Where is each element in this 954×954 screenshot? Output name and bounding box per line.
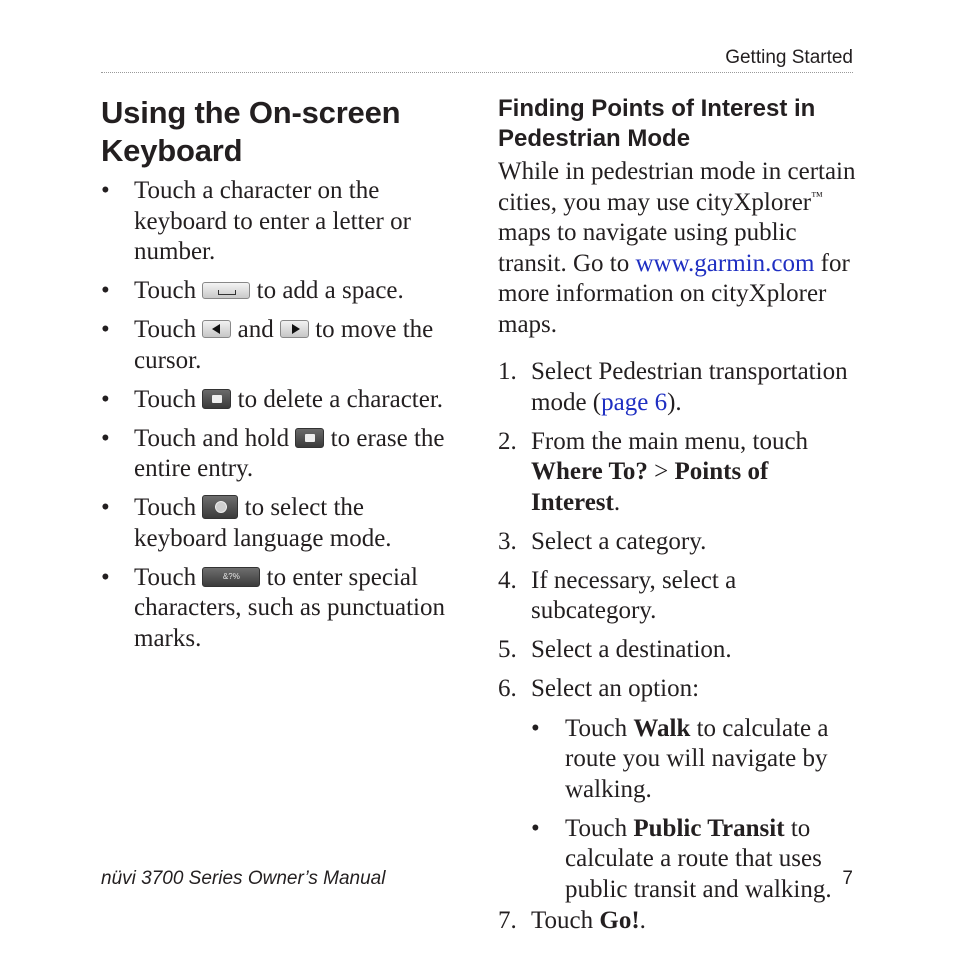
list-item: • Touch a character on the keyboard to enter a letter or number. [101, 176, 461, 268]
backspace-key-icon [202, 389, 231, 409]
left-arrow-key-icon [202, 320, 231, 338]
steps-list [498, 357, 858, 936]
list-item: 5. Select a destination. [498, 636, 732, 663]
page-number: 7 [842, 868, 853, 889]
right-arrow-key-icon [280, 320, 309, 338]
backspace-key-icon [295, 428, 324, 448]
pedestrian-section-title: Finding Points of Interest in Pedestrian Mode [498, 95, 816, 152]
keyboard-section-title: Using the On-screen Keyboard [101, 95, 401, 168]
trademark-symbol: ™ [811, 188, 823, 203]
option-bullet-list [531, 714, 858, 906]
header-rule [101, 72, 853, 73]
section-header: Getting Started [725, 47, 853, 68]
list-item: 7. Touch Go!. [498, 906, 646, 934]
list-item: • Touch Public Transit to calculate a route that uses public transit and walking. [531, 814, 858, 906]
intro-paragraph: While in pedestrian mode in certain cities, you may use cityXplorer™ maps to navigate using public transit. Go to www.garmin.com for more information on cityXplorer maps. [498, 158, 856, 338]
list-item: • Touch &?% to enter special characters, such as punctuation marks. [101, 563, 461, 655]
page-6-link[interactable]: page 6 [601, 388, 668, 416]
left-column [101, 94, 461, 663]
right-column [498, 94, 858, 945]
list-item: • Touch and hold to erase the entire entry. [101, 424, 461, 485]
list-item: • Touch Walk to calculate a route you will navigate by walking. [531, 714, 858, 806]
symbols-key-icon: &?% [202, 567, 260, 587]
keyboard-bullet-list [101, 176, 461, 654]
list-item: 2. From the main menu, touch Where To? > Points of Interest. [498, 427, 809, 516]
list-item: 6. Select an option: • Touch Walk to calculate a route you will navigate by walking. • Touch Public Transit to calculate a route that uses public transit and walking. [498, 674, 858, 905]
list-item: • Touch to add a space. [101, 276, 461, 307]
list-item: • Touch and to move the cursor. [101, 315, 461, 376]
list-item: 4. If necessary, select a subcategory. [498, 566, 737, 624]
list-item: 3. Select a category. [498, 527, 707, 555]
list-item: 1. Select Pedestrian transportation mode (page 6). [498, 358, 848, 416]
list-item: • Touch to select the keyboard language mode. [101, 493, 461, 554]
manual-title-footer: nüvi 3700 Series Owner’s Manual [101, 868, 386, 889]
globe-key-icon [202, 495, 238, 519]
garmin-website-link[interactable]: www.garmin.com [635, 249, 815, 277]
list-item: • Touch to delete a character. [101, 385, 461, 416]
space-key-icon [202, 282, 250, 299]
